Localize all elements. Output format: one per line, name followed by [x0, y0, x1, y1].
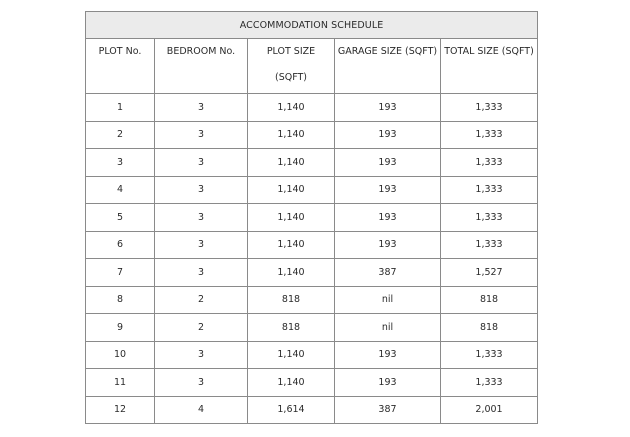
cell-plot-no: 5 — [86, 204, 155, 232]
cell-bedroom-no: 3 — [155, 231, 248, 259]
cell-garage-size: 193 — [335, 149, 441, 177]
cell-plot-size: 1,140 — [248, 94, 335, 122]
cell-plot-size: 1,140 — [248, 231, 335, 259]
accommodation-schedule-table — [85, 11, 538, 424]
cell-plot-size: 818 — [248, 314, 335, 342]
cell-total-size: 1,527 — [441, 259, 538, 287]
cell-plot-size: 1,140 — [248, 369, 335, 397]
cell-total-size: 1,333 — [441, 121, 538, 149]
table-row — [86, 259, 538, 287]
cell-garage-size: 193 — [335, 176, 441, 204]
header-label: PLOT SIZE — [266, 46, 316, 57]
cell-total-size: 818 — [441, 286, 538, 314]
cell-total-size: 818 — [441, 314, 538, 342]
cell-total-size: 1,333 — [441, 341, 538, 369]
table-row — [86, 396, 538, 424]
cell-garage-size: 193 — [335, 341, 441, 369]
table-row — [86, 369, 538, 397]
cell-garage-size: 193 — [335, 204, 441, 232]
header-plot-no — [86, 39, 155, 94]
cell-plot-no: 3 — [86, 149, 155, 177]
table-row — [86, 176, 538, 204]
table-row — [86, 341, 538, 369]
table-row — [86, 231, 538, 259]
cell-plot-size: 1,140 — [248, 341, 335, 369]
cell-total-size: 1,333 — [441, 231, 538, 259]
cell-bedroom-no: 3 — [155, 94, 248, 122]
header-label: BEDROOM No. — [166, 46, 236, 57]
cell-plot-no: 4 — [86, 176, 155, 204]
header-label: TOTAL SIZE (SQFT) — [444, 46, 534, 57]
cell-garage-size: 193 — [335, 121, 441, 149]
cell-bedroom-no: 3 — [155, 149, 248, 177]
cell-plot-no: 11 — [86, 369, 155, 397]
cell-garage-size: 387 — [335, 396, 441, 424]
header-garage-size — [335, 39, 441, 94]
cell-total-size: 2,001 — [441, 396, 538, 424]
cell-plot-no: 7 — [86, 259, 155, 287]
cell-garage-size: nil — [335, 286, 441, 314]
cell-plot-no: 9 — [86, 314, 155, 342]
header-plot-size — [248, 39, 335, 94]
cell-total-size: 1,333 — [441, 176, 538, 204]
table-body — [86, 94, 538, 424]
cell-plot-size: 1,140 — [248, 149, 335, 177]
table-row — [86, 149, 538, 177]
table-row — [86, 314, 538, 342]
cell-bedroom-no: 3 — [155, 341, 248, 369]
cell-plot-size: 1,140 — [248, 121, 335, 149]
cell-garage-size: 193 — [335, 369, 441, 397]
table-row — [86, 121, 538, 149]
cell-plot-no: 6 — [86, 231, 155, 259]
cell-plot-size: 1,614 — [248, 396, 335, 424]
header-label: PLOT No. — [98, 46, 142, 57]
cell-plot-no: 12 — [86, 396, 155, 424]
table-row — [86, 286, 538, 314]
cell-bedroom-no: 3 — [155, 259, 248, 287]
cell-bedroom-no: 3 — [155, 369, 248, 397]
cell-plot-size: 1,140 — [248, 204, 335, 232]
cell-plot-no: 1 — [86, 94, 155, 122]
table-row — [86, 94, 538, 122]
header-total-size — [441, 39, 538, 94]
cell-plot-size: 1,140 — [248, 259, 335, 287]
header-row — [86, 39, 538, 94]
cell-plot-no: 8 — [86, 286, 155, 314]
cell-bedroom-no: 3 — [155, 121, 248, 149]
cell-total-size: 1,333 — [441, 94, 538, 122]
cell-plot-no: 2 — [86, 121, 155, 149]
header-unit: (SQFT) — [274, 72, 308, 83]
cell-total-size: 1,333 — [441, 149, 538, 177]
cell-garage-size: 387 — [335, 259, 441, 287]
cell-plot-no: 10 — [86, 341, 155, 369]
cell-bedroom-no: 3 — [155, 176, 248, 204]
cell-plot-size: 818 — [248, 286, 335, 314]
cell-bedroom-no: 3 — [155, 204, 248, 232]
cell-garage-size: 193 — [335, 231, 441, 259]
cell-bedroom-no: 2 — [155, 286, 248, 314]
cell-total-size: 1,333 — [441, 204, 538, 232]
cell-bedroom-no: 4 — [155, 396, 248, 424]
table-row — [86, 204, 538, 232]
title-row — [86, 12, 538, 39]
header-bedroom-no — [155, 39, 248, 94]
cell-plot-size: 1,140 — [248, 176, 335, 204]
cell-garage-size: nil — [335, 314, 441, 342]
cell-bedroom-no: 2 — [155, 314, 248, 342]
header-label: GARAGE SIZE (SQFT) — [337, 46, 438, 57]
cell-total-size: 1,333 — [441, 369, 538, 397]
table-title: ACCOMMODATION SCHEDULE — [86, 12, 538, 39]
cell-garage-size: 193 — [335, 94, 441, 122]
